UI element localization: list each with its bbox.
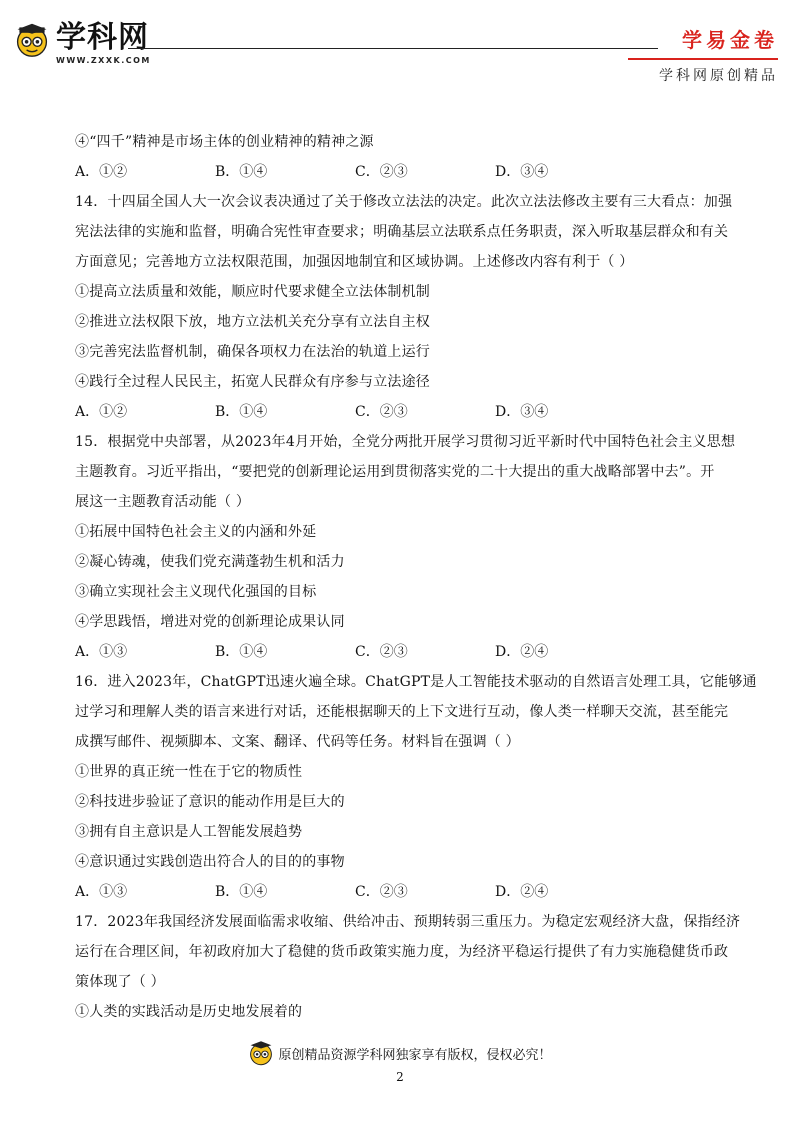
text-line: ④学思践悟，增进对党的创新理论成果认同 [75,614,345,630]
answer-option[interactable]: B．①④ [215,644,268,660]
logo-url: WWW.ZXXK.COM [56,56,151,65]
text-line: 运行在合理区间，年初政府加大了稳健的货币政策实施力度，为经济平稳运行提供了有力实施稳健货币政 [75,944,729,960]
brand-title: 学易金卷 [682,28,778,52]
answer-option[interactable]: B．①④ [215,404,268,420]
answer-option[interactable]: B．①④ [215,884,268,900]
answer-option[interactable]: A．①② [75,164,128,180]
text-line: ④“四千”精神是市场主体的创业精神的精神之源 [75,134,374,150]
text-line: 14．十四届全国人大一次会议表决通过了关于修改立法法的决定。此次立法法修改主要有三大看点：加强 [75,194,733,210]
text-line: ①拓展中国特色社会主义的内涵和外延 [75,524,317,540]
text-line: 策体现了（ ） [75,974,165,990]
text-line: 展这一主题教育活动能（ ） [75,494,251,510]
text-line: 16．进入2023年，ChatGPT迅速火遍全球。ChatGPT是人工智能技术驱动的自然语言处理工具，它能够通 [75,674,757,690]
page-footer [0,1040,800,1070]
page-number: 2 [396,1070,404,1084]
mascot-icon [248,1040,274,1066]
text-line: ②推进立法权限下放，地方立法机关充分享有立法自主权 [75,314,430,330]
text-line: ②科技进步验证了意识的能动作用是巨大的 [75,794,345,810]
text-line: 主题教育。习近平指出，“要把党的创新理论运用到贯彻落实党的二十大提出的重大战略部署中去”。开 [75,464,715,480]
text-line: ③完善宪法监督机制，确保各项权力在法治的轨道上运行 [75,344,430,360]
answer-option[interactable]: D．②④ [495,644,549,660]
answer-options [75,397,730,427]
logo-title: 学科网 [56,20,149,55]
page-header [0,0,800,90]
answer-option[interactable]: C．②③ [355,164,408,180]
copyright-notice: 原创精品资源学科网独家享有版权，侵权必究！ [278,1047,552,1063]
brand-underline [628,58,778,60]
text-line: 15．根据党中央部署，从2023年4月开始，全党分两批开展学习贯彻习近平新时代中国特色社会主义思想 [75,434,736,450]
answer-option[interactable]: A．①② [75,404,128,420]
answer-options [75,877,730,907]
answer-option[interactable]: B．①④ [215,164,268,180]
header-divider [128,48,658,49]
text-line: 17．2023年我国经济发展面临需求收缩、供给冲击、预期转弱三重压力。为稳定宏观经济大盘，保指经济 [75,914,741,930]
answer-option[interactable]: C．②③ [355,884,408,900]
text-line: ②凝心铸魂，使我们党充满蓬勃生机和活力 [75,554,345,570]
text-line: ③拥有自主意识是人工智能发展趋势 [75,824,303,840]
answer-option[interactable]: C．②③ [355,404,408,420]
brand-subtitle: 学科网原创精品 [659,68,778,84]
answer-option[interactable]: C．②③ [355,644,408,660]
text-line: 宪法法律的实施和监督，明确合宪性审查要求；明确基层立法联系点任务职责，深入听取基层群众和有关 [75,224,729,240]
text-line: ④意识通过实践创造出符合人的目的的事物 [75,854,345,870]
answer-option[interactable]: A．①③ [75,884,128,900]
text-line: ④践行全过程人民民主，拓宽人民群众有序参与立法途径 [75,374,430,390]
text-line: ①提高立法质量和效能，顺应时代要求健全立法体制机制 [75,284,430,300]
text-line: ③确立实现社会主义现代化强国的目标 [75,584,317,600]
answer-options [75,637,730,667]
exam-content [75,127,757,1027]
answer-options [75,157,730,187]
answer-option[interactable]: A．①③ [75,644,128,660]
text-line: 过学习和理解人类的语言来进行对话，还能根据聊天的上下文进行互动，像人类一样聊天交流，甚至能完 [75,704,729,720]
brand-block [628,24,778,85]
text-line: ①人类的实践活动是历史地发展着的 [75,1004,303,1020]
answer-option[interactable]: D．③④ [495,164,549,180]
mascot-icon [14,22,50,58]
zxxk-logo[interactable] [14,22,151,65]
text-line: ①世界的真正统一性在于它的物质性 [75,764,303,780]
answer-option[interactable]: D．③④ [495,404,549,420]
answer-option[interactable]: D．②④ [495,884,549,900]
text-line: 成撰写邮件、视频脚本、文案、翻译、代码等任务。材料旨在强调（ ） [75,734,520,750]
text-line: 方面意见；完善地方立法权限范围，加强因地制宜和区域协调。上述修改内容有利于（ ） [75,254,634,270]
